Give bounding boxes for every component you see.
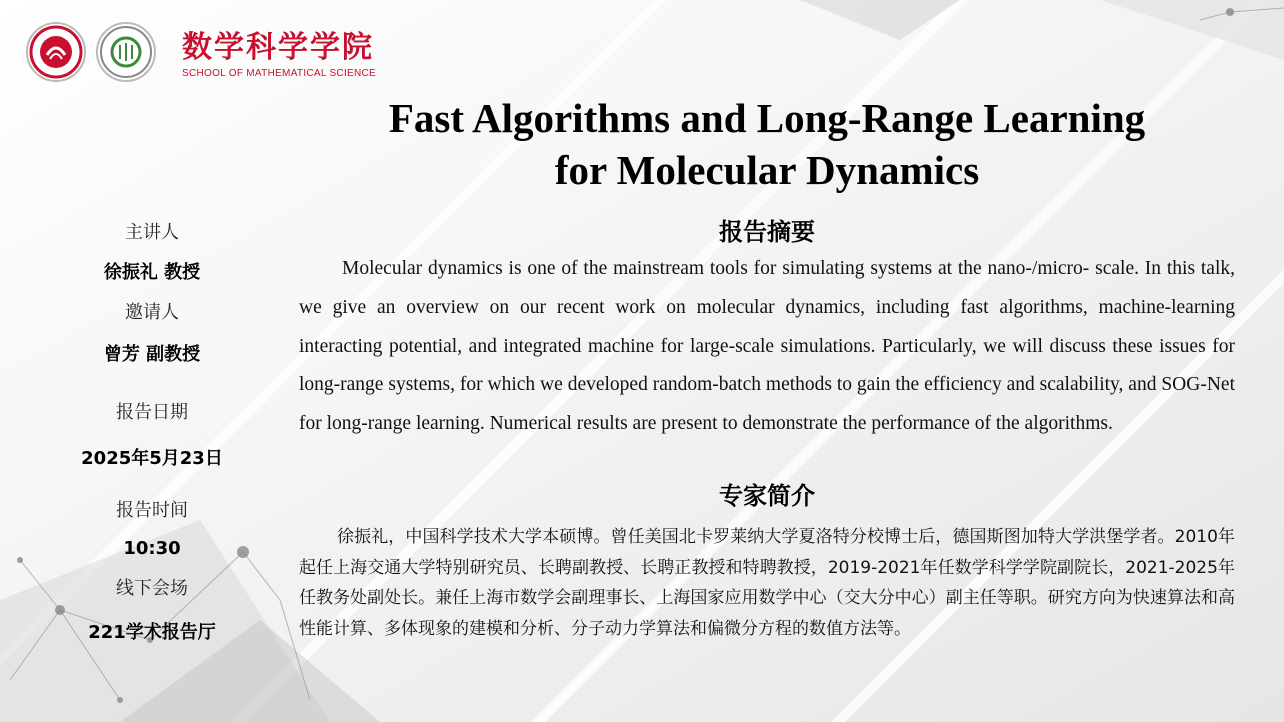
speaker-name: 徐振礼 教授 — [103, 262, 201, 283]
school-name — [182, 30, 376, 79]
abstract-heading: 报告摘要 — [719, 218, 815, 246]
venue-value: 221学术报告厅 — [88, 622, 216, 643]
venue-label: 线下会场 — [116, 578, 188, 599]
date-label: 报告日期 — [116, 402, 188, 423]
talk-title — [300, 92, 1234, 196]
header-logos — [26, 22, 156, 82]
talk-title-line1: Fast Algorithms and Long-Range Learning — [388, 95, 1146, 141]
bio-heading: 专家简介 — [719, 482, 815, 510]
inviter-label: 邀请人 — [125, 302, 179, 323]
school-emblem-icon — [96, 22, 156, 82]
school-name-en: SCHOOL OF MATHEMATICAL SCIENCE — [182, 68, 377, 79]
bio-text: 徐振礼，中国科学技术大学本硕博。曾任美国北卡罗莱纳大学夏洛特分校博士后，德国斯图加特大学洪堡学者。2010年起任上海交通大学特别研究员、长聘副教授、长聘正教授和特聘教授，2019-2021年任数学科学学院副院长，2021-2025年任教务处副处长。兼任上海市数学会副理事长、上海国家应用数学中心（交大分中心）副主任等职。研究方向为快速算法和高性能计算、多体现象的建模和分析、分子动力学算法和偏微分方程的数值方法等。 — [299, 527, 1235, 639]
speaker-label: 主讲人 — [125, 222, 179, 243]
time-label: 报告时间 — [116, 500, 188, 521]
time-value: 10:30 — [123, 538, 181, 559]
school-name-cn: 数学科学学院 — [182, 30, 374, 65]
university-seal-icon — [26, 22, 86, 82]
abstract-text: Molecular dynamics is one of the mainstream tools for simulating systems at the nano-/micro- scale. In this talk, we give an overview on our recent work on molecular dynamics, including fast algorithms, machine-learning interacting potential, and integrated machine for large-scale simulations. Particularly, we will discuss these issues for long-range systems, for which we developed random-batch methods to gain the efficiency and scalability, and SOG-Net for long-range learning. Numerical results are present to demonstrate the performance of the algorithms. — [299, 258, 1235, 435]
date-value: 2025年5月23日 — [81, 448, 223, 469]
inviter-name: 曾芳 副教授 — [103, 344, 201, 365]
talk-title-line2: for Molecular Dynamics — [554, 147, 980, 193]
